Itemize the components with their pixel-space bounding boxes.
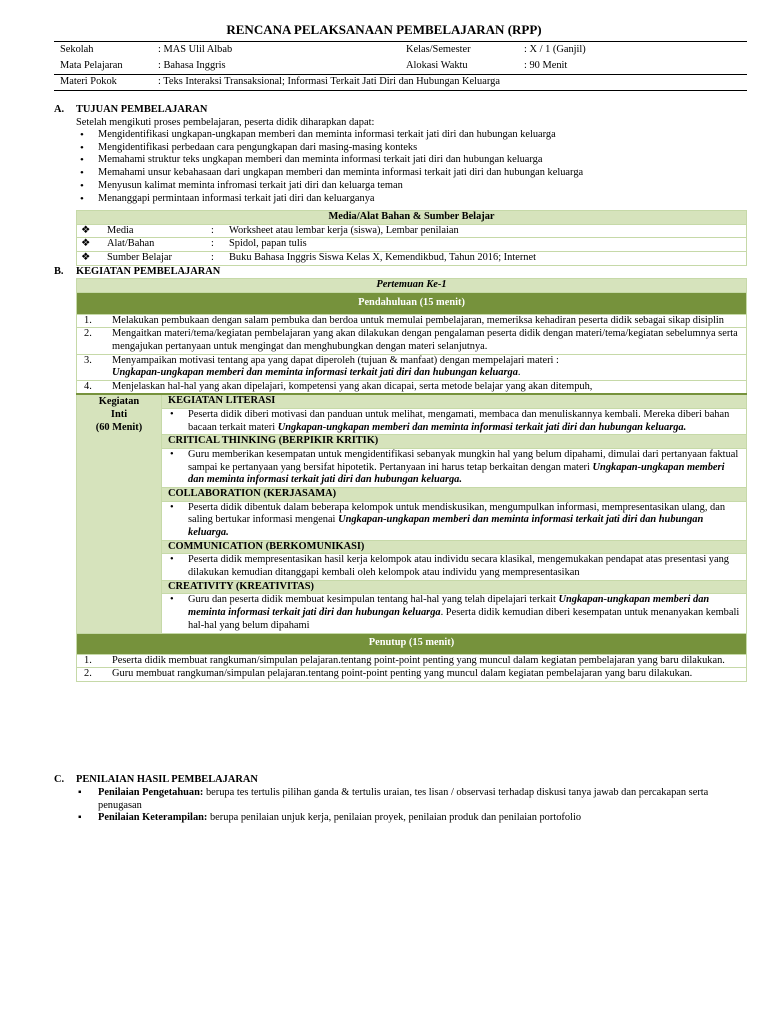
inti-label-1: Kegiatan [98, 396, 140, 408]
literasi-bold: Ungkapan-ungkapan memberi dan meminta informasi terkait jati diri dan hubungan keluarga. [277, 421, 687, 433]
media-row-colon: : [207, 252, 225, 266]
table-row [77, 252, 747, 266]
diamond-icon: ❖ [77, 238, 104, 252]
alokasi-value: : 90 Menit [524, 60, 568, 71]
inti-label-cell [77, 394, 162, 633]
table-row [77, 354, 747, 380]
diamond-icon: ❖ [77, 224, 104, 238]
critical-text: Guru memberikan kesempatan untuk mengidentifikasi sebanyak mungkin hal yang belum dipahami, dimulai dari pertanyaan faktual sampai ke pertanyaan yang bersifat hipotetik. Pertanyaan ini harus tetap berkaitan dengan materi [188, 448, 739, 473]
section-c-heading [54, 774, 258, 787]
list-item: • Mengidentifikasi perbedaan cara pengungkapan dari masing-masing konteks [76, 142, 747, 155]
literasi-text: Peserta didik diberi motivasi dan panduan untuk melihat, mengamati, membaca dan menuliskannya kembali. Mereka diberi bahan bacaan terkait materi [188, 408, 730, 433]
penilaian-label: Penilaian Pengetahuan: [98, 787, 204, 798]
section-a-title: TUJUAN PEMBELAJARAN [76, 104, 208, 115]
mapel-value: : Bahasa Inggris [158, 60, 226, 71]
table-row [77, 654, 747, 668]
row-number: 1. [84, 654, 92, 666]
materi-value: : Teks Interaksi Transaksional; Informasi Terkait Jati Diri dan Hubungan Keluarga [158, 76, 500, 87]
media-row-colon: : [207, 238, 225, 252]
row-text-bold: Ungkapan-ungkapan memberi dan meminta informasi terkait jati diri dan hubungan keluarga [112, 367, 518, 379]
identity-box [54, 41, 747, 91]
pendahuluan-header: Pendahuluan (15 menit) [77, 292, 747, 314]
media-row-value: Spidol, papan tulis [225, 238, 747, 252]
table-row [77, 328, 747, 354]
list-item: • Menyusun kalimat meminta infromasi terkait jati diri dan keluarga teman [76, 180, 747, 193]
kelas-label: Kelas/Semester [406, 44, 471, 55]
literasi-heading: KEGIATAN LITERASI [162, 395, 746, 409]
media-row-label: Sumber Belajar [103, 252, 207, 266]
table-row [77, 224, 747, 238]
creat-heading: CREATIVITY (KREATIVITAS) [162, 581, 746, 595]
list-item: • Menanggapi permintaan informasi terkait jati diri dan keluarganya [76, 193, 747, 206]
list-item: • Memahami unsur kebahasaan dari ungkapan memberi dan meminta informasi terkait jati diri dan hubungan keluarga [76, 167, 747, 180]
penilaian-label: Penilaian Keterampilan: [98, 812, 208, 824]
media-header: Media/Alat Bahan & Sumber Belajar [77, 211, 747, 225]
critical-heading: CRITICAL THINKING (BERPIKIR KRITIK) [162, 435, 746, 449]
page-title: RENCANA PELAKSANAAN PEMBELAJARAN (RPP) [226, 22, 542, 37]
penutup-header: Penutup (15 menit) [77, 633, 747, 654]
collab-heading: COLLABORATION (KERJASAMA) [162, 488, 746, 502]
collab-text: Peserta didik dibentuk dalam beberapa kelompok untuk mendiskusikan, mengumpulkan informasi, mempresentasikan ulang, dan saling bertukar informasi mengenai [188, 501, 726, 526]
row-text: Melakukan pembukaan dengan salam pembuka dan berdoa untuk memulai pembelajaran, memeriksa kehadiran peserta didik sebagai sikap disiplin [112, 314, 724, 326]
section-b-letter: B. [54, 266, 64, 277]
section-c-letter: C. [54, 774, 65, 785]
section-a-heading [54, 104, 207, 117]
table-row [77, 238, 747, 252]
creat-tail: . Peserta didik kemudian diberi kesempatan untuk menanyakan kembali hal-hal yang belum dipahami [188, 607, 740, 631]
row-text-tail: . [517, 367, 521, 379]
list-item [166, 502, 742, 540]
section-c-title: PENILAIAN HASIL PEMBELAJARAN [76, 774, 258, 785]
penilaian-text: berupa tes tertulis pilihan ganda & tertulis uraian, tes lisan / observasi terhadap diskusi tanya jawab dan percakapan serta penugasan [98, 787, 709, 811]
list-item [166, 409, 742, 434]
table-row [77, 314, 747, 328]
pertemuan-label: Pertemuan Ke-1 [77, 279, 747, 293]
critical-bold: Ungkapan-ungkapan memberi dan meminta informasi terkait jati diri dan hubungan keluarga. [188, 461, 725, 486]
kelas-value: : X / 1 (Ganjil) [524, 44, 586, 55]
section-a-letter: A. [54, 104, 65, 115]
kegiatan-table [76, 278, 747, 682]
diamond-icon: ❖ [77, 252, 104, 266]
media-row-colon: : [207, 224, 225, 238]
section-b-title: KEGIATAN PEMBELAJARAN [76, 266, 221, 277]
alokasi-label: Alokasi Waktu [406, 60, 468, 71]
table-row [77, 668, 747, 682]
sekolah-value: : MAS Ulil Albab [158, 44, 233, 55]
sekolah-label: Sekolah [60, 44, 94, 55]
inti-content [162, 394, 747, 633]
comm-heading: COMMUNICATION (BERKOMUNIKASI) [162, 541, 746, 555]
row-number: 4. [84, 381, 92, 393]
list-item [166, 449, 742, 487]
row-text: Mengaitkan materi/tema/kegiatan pembelajaran yang akan dilakukan dengan pengalaman peserta didik dengan materi/tema/kegiatan sebelumnya serta mengajukan pertanyaan untuk mengingat dan menghubungkan dengan materi selanjutnya. [112, 328, 738, 353]
penilaian-text: berupa penilaian unjuk kerja, penilaian proyek, penilaian produk dan penilaian portofolio [207, 812, 582, 824]
section-a-intro: Setelah mengikuti proses pembelajaran, peserta didik diharapkan dapat: [76, 117, 375, 128]
inti-row [77, 394, 747, 633]
section-b-heading [54, 266, 220, 279]
materi-label: Materi Pokok [60, 76, 117, 87]
creat-bold: Ungkapan-ungkapan memberi dan meminta informasi terkait jati diri dan hubungan keluarga [188, 594, 710, 619]
creat-text: Guru dan peserta didik membuat kesimpulan tentang hal-hal yang telah dipelajari terkait [188, 594, 556, 606]
row-number: 1. [84, 314, 92, 326]
inti-label-2: Inti [110, 408, 128, 420]
penilaian-list [76, 787, 747, 825]
list-item [166, 594, 742, 632]
table-row [77, 381, 747, 395]
row-text: Peserta didik membuat rangkuman/simpulan pelajaran.tentang point-point penting yang muncul dalam kegiatan pembelajaran yang baru dilakukan. [112, 654, 725, 666]
media-row-label: Alat/Bahan [103, 238, 207, 252]
row-number: 3. [84, 354, 92, 366]
mapel-label: Mata Pelajaran [60, 60, 123, 71]
media-row-label: Media [103, 224, 207, 238]
list-item [76, 812, 747, 825]
list-item: • Peserta didik mempresentasikan hasil kerja kelompok atau individu secara klasikal, mengemukakan pendapat atas presentasi yang dilakukan kemudian ditanggapi kembali oleh kelompok atau individu yang mempresentasikan [166, 554, 742, 579]
row-text: Guru membuat rangkuman/simpulan pelajaran.tentang point-point penting yang muncul dalam kegiatan pembelajaran yang baru dilakukan. [112, 668, 693, 680]
list-item: • Mengidentifikasi ungkapan-ungkapan memberi dan meminta informasi terkait jati diri dan hubungan keluarga [76, 129, 747, 142]
row-text: Menjelaskan hal-hal yang akan dipelajari, kompetensi yang akan dicapai, serta metode belajar yang akan ditempuh, [112, 381, 593, 393]
media-row-value: Buku Bahasa Inggris Siswa Kelas X, Kemendikbud, Tahun 2016; Internet [225, 252, 747, 266]
media-row-value: Worksheet atau lembar kerja (siswa), Lembar penilaian [225, 224, 747, 238]
list-item: • Memahami struktur teks ungkapan memberi dan meminta informasi terkait jati diri dan hubungan keluarga [76, 154, 747, 167]
row-number: 2. [84, 668, 92, 680]
list-item [76, 787, 747, 812]
tujuan-list [76, 129, 747, 205]
row-text: Menyampaikan motivasi tentang apa yang dapat diperoleh (tujuan & manfaat) dengan mempelajari materi : [112, 354, 559, 366]
media-table [76, 210, 747, 266]
inti-label-3: (60 Menit) [95, 421, 143, 433]
collab-bold: Ungkapan-ungkapan memberi dan meminta informasi terkait jati diri dan hubungan keluarga. [188, 514, 704, 538]
row-number: 2. [84, 328, 92, 340]
